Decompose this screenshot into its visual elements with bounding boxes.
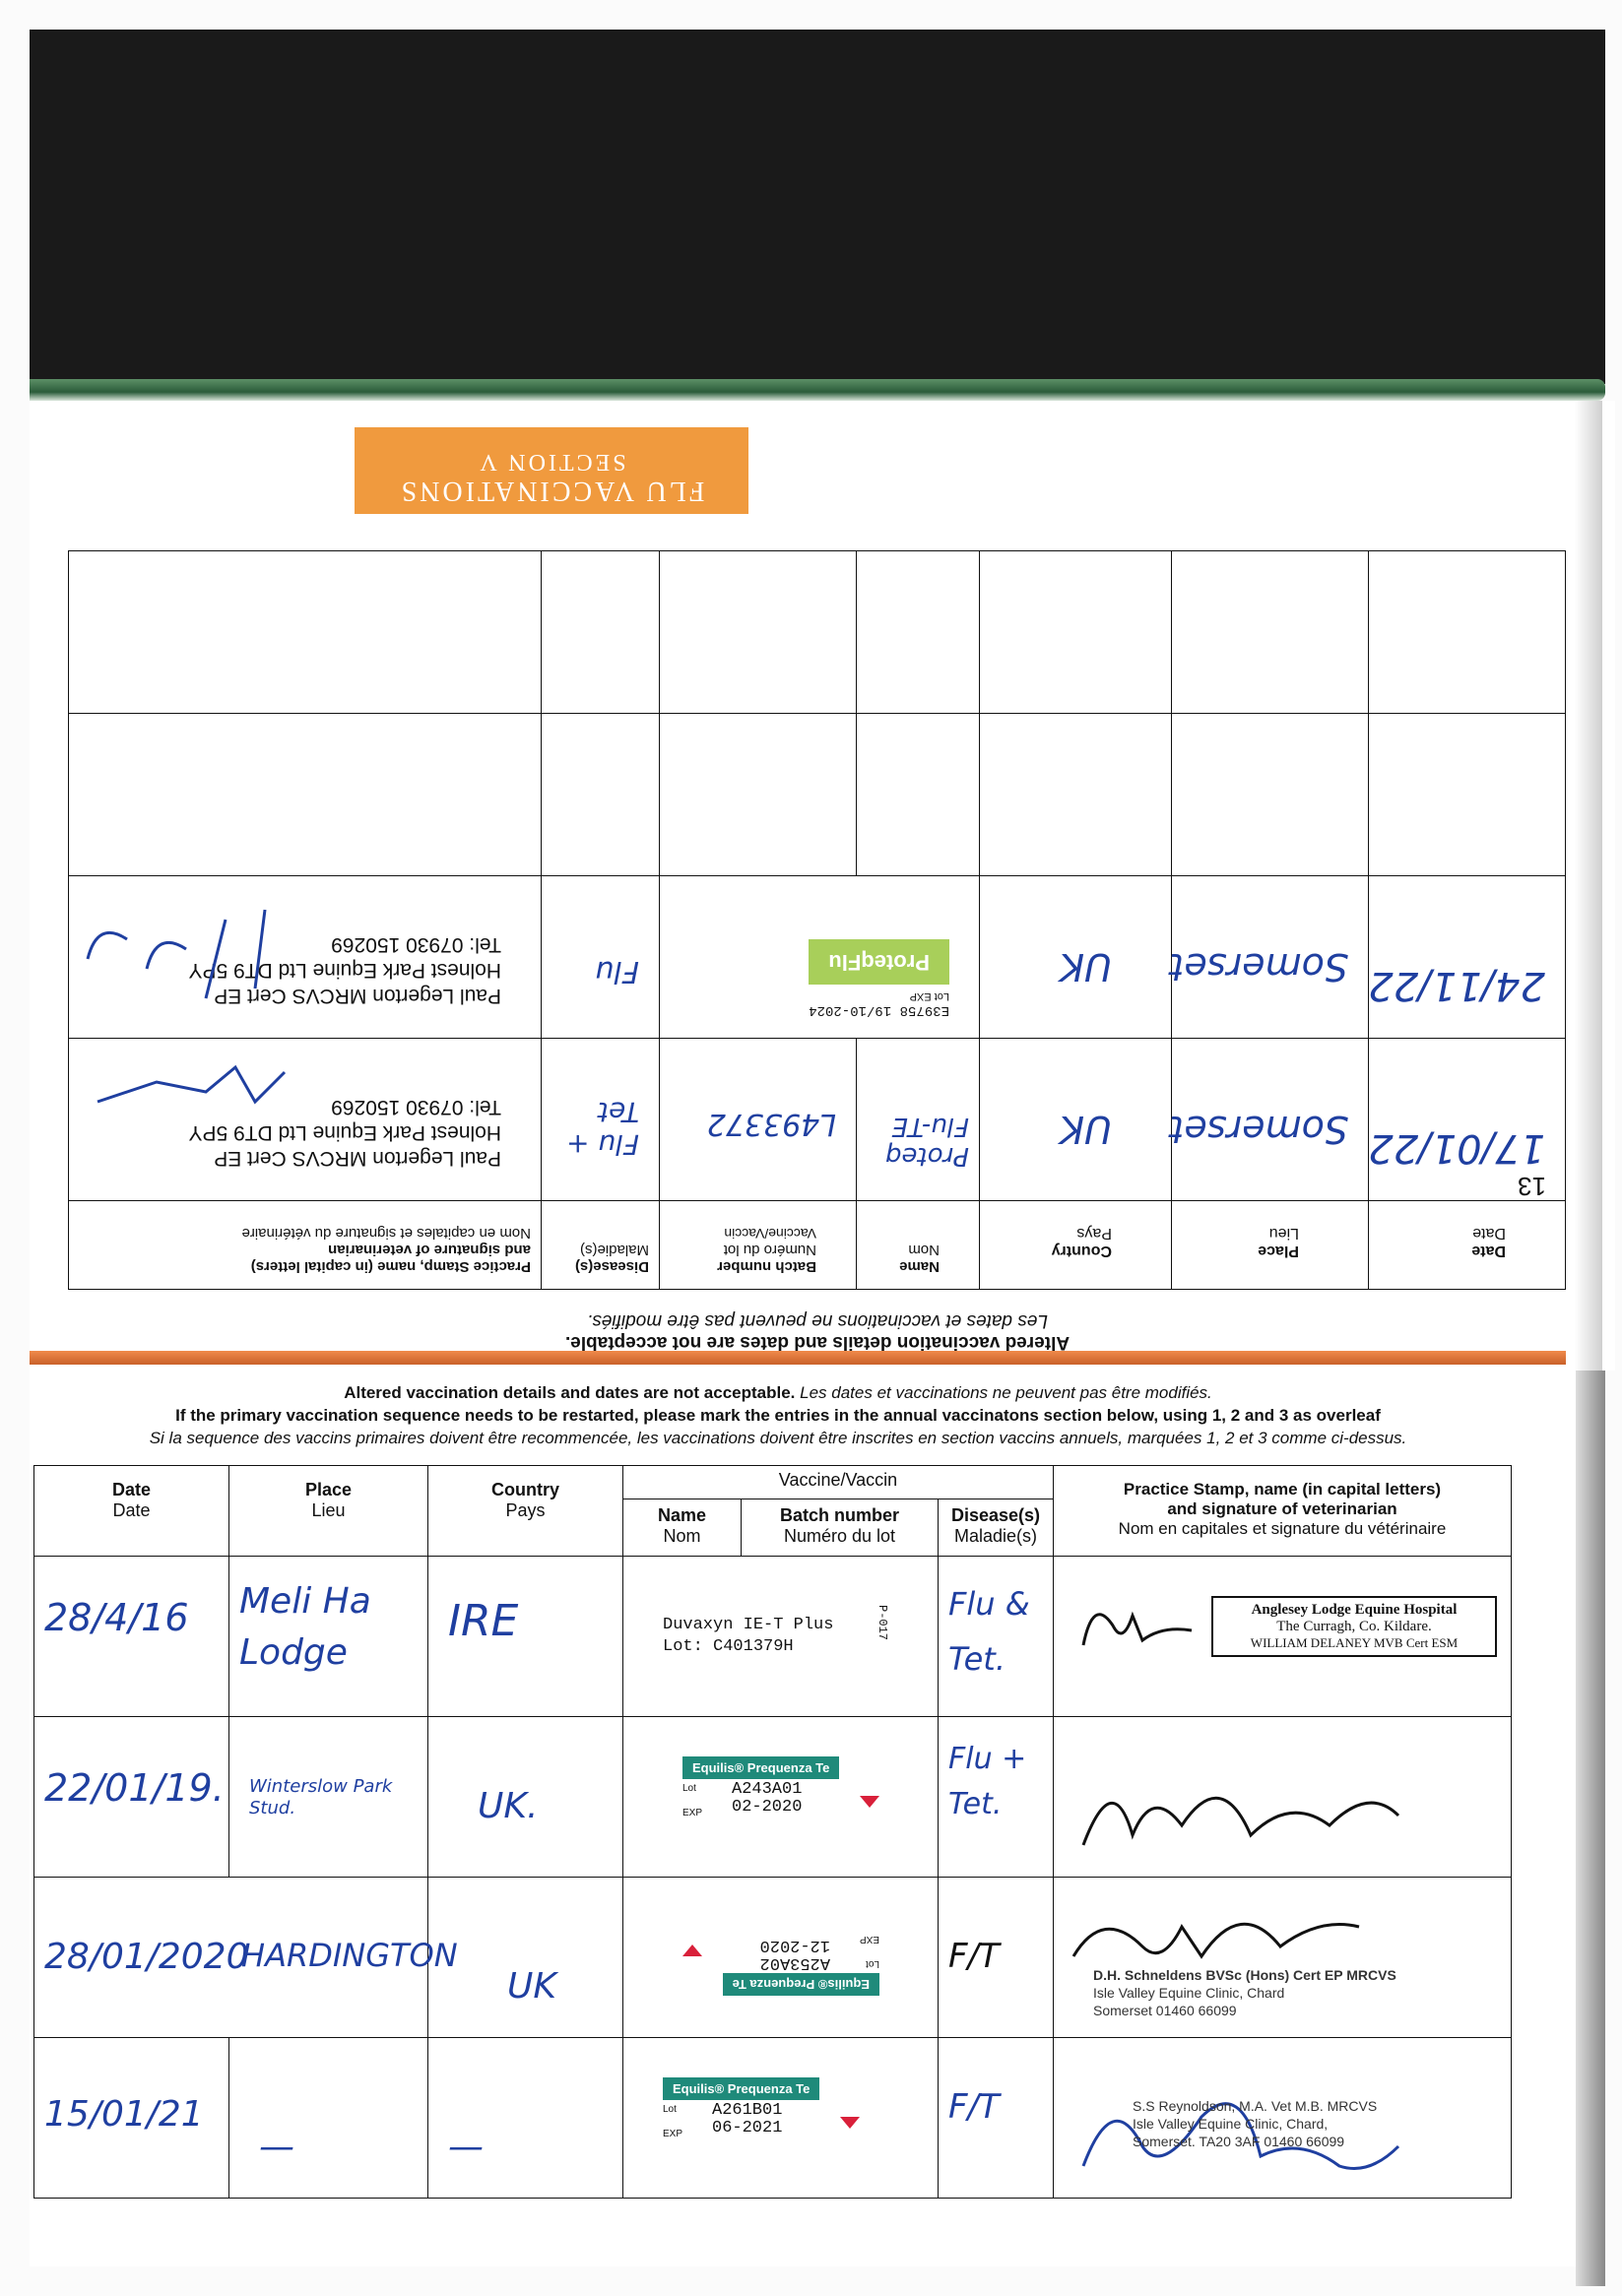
row-1-vaccine-name: Duvaxyn IE-T Plus: [663, 1616, 834, 1634]
flu-row-3-date: [1369, 714, 1566, 876]
header-place-fr: Lieu: [1268, 1225, 1299, 1242]
row-2-label-exp: EXP: [682, 1808, 703, 1818]
row-3-date-place-cell: [34, 1878, 458, 2038]
flu-row-2-country: UK: [980, 876, 1172, 1039]
col-header-name: [623, 1499, 742, 1557]
flu-row-3-batch: [660, 714, 857, 876]
row-3-place: HARDINGTON: [241, 1937, 458, 1974]
altered-warning-fr: Les dates et vaccinations ne peuvent pas être modifiés.: [587, 1310, 1048, 1331]
row-2-date-cell: [34, 1717, 229, 1878]
col-header-vaccine: [623, 1466, 1054, 1499]
col-header-country: [428, 1466, 623, 1557]
row-4-label-batch: A261B01: [712, 2101, 783, 2120]
col-header-date-en: Date: [111, 1480, 151, 1499]
row-4-country: —: [448, 2127, 484, 2167]
header-stamp-fr: Nom en capitales et signature du vétérinaire: [241, 1225, 531, 1242]
row-2-label-brand: Equilis® Prequenza Te: [682, 1756, 839, 1779]
row-3-date: 28/01/2020: [44, 1937, 249, 1977]
col-header-batch: [742, 1499, 939, 1557]
vaccination-row-3: [34, 1878, 1512, 2038]
scanner-background: [30, 30, 1605, 384]
row-3-stamp-line-3: Somerset 01460 66099: [1093, 2003, 1237, 2018]
row-4-disease-cell: [939, 2038, 1054, 2199]
header-name-en: Name: [899, 1258, 940, 1275]
header-batch-fr: Numéro du lot: [723, 1242, 816, 1258]
flu-row-3-place: [1172, 714, 1369, 876]
flu-row-1-signature-icon: [78, 1052, 294, 1112]
col-header-place-fr: Lieu: [311, 1500, 346, 1520]
col-header-disease-en: Disease(s): [950, 1505, 1041, 1526]
col-header-name-fr: Nom: [663, 1526, 701, 1547]
row-2-place-cell: [229, 1717, 428, 1878]
row-1-disease-cell: [939, 1557, 1054, 1717]
row-4-stamp-cell: [1054, 2038, 1512, 2199]
col-header-place: [229, 1466, 428, 1557]
flu-row-4-place: [1172, 551, 1369, 714]
row-3-signature-icon: [1064, 1887, 1379, 1976]
col-header-country-fr: Pays: [505, 1500, 546, 1520]
row-2-country-cell: [428, 1717, 623, 1878]
row-3-stamp-line-1: D.H. Schneldens BVSc (Hons) Cert EP MRCVS: [1093, 1967, 1396, 1983]
flu-row-2-proteqflu-label: ProteqFlu: [809, 939, 949, 985]
row-4-label-expiry: 06-2021: [712, 2119, 783, 2137]
row-4-stamp-line-3: Somerset. TA20 3AF 01460 66099: [1133, 2134, 1345, 2149]
flu-row-1-stamp: [69, 1039, 542, 1201]
header-country-en: Country: [1051, 1243, 1112, 1259]
col-header-name-en: Name: [657, 1505, 707, 1526]
row-1-practice-stamp: [1211, 1596, 1497, 1657]
col-header-disease: [939, 1499, 1054, 1557]
col-header-place-en: Place: [304, 1480, 353, 1499]
flu-row-4-country: [980, 551, 1172, 714]
row-1-stamp-line-2: The Curragh, Co. Kildare.: [1276, 1619, 1432, 1634]
header-date-fr: Date: [1472, 1225, 1506, 1242]
row-2-place: Winterslow Park Stud.: [249, 1776, 393, 1818]
header-stamp-en2: and signature of veterinarian: [328, 1242, 531, 1258]
flu-row-4-batch: [660, 551, 857, 714]
row-1-stamp-line-1: Anglesey Lodge Equine Hospital: [1251, 1602, 1458, 1618]
flu-row-2-stamp: [69, 876, 542, 1039]
bottom-note-bold: Altered vaccination details and dates are not acceptable.: [344, 1383, 796, 1402]
row-2-label-expiry: 02-2020: [732, 1798, 803, 1817]
row-4-date-cell: [34, 2038, 229, 2199]
row-3-country: UK: [507, 1966, 556, 2007]
header-batch-en: Batch number: [717, 1258, 816, 1275]
row-3-stamp-line-2: Isle Valley Equine Clinic, Chard: [1093, 1985, 1285, 2001]
flu-row-2-stamp-line-2: Holnest Park Equine Ltd DT9 5PY: [188, 959, 501, 982]
row-3-disease: F/T: [948, 1937, 1000, 1976]
flu-vaccinations-banner: [355, 427, 748, 514]
row-4-country-cell: [428, 2038, 623, 2199]
col-header-stamp-fr: Nom en capitales et signature du vétérinaire: [1118, 1519, 1447, 1538]
row-2-label-batch: A243A01: [732, 1780, 803, 1799]
row-2-vaccine-cell: [623, 1717, 939, 1878]
row-2-disease: Flu + Tet.: [948, 1742, 1027, 1821]
header-batch: [660, 1201, 857, 1290]
row-1-stamp-line-3: WILLIAM DELANEY MVB Cert ESM: [1250, 1635, 1459, 1650]
row-4-vaccine-label: [663, 2077, 819, 2139]
header-stamp-en: Practice Stamp, name (in capital letters): [250, 1258, 531, 1275]
row-1-place-cell: [229, 1557, 428, 1717]
row-4-practice-stamp: [1133, 2097, 1507, 2150]
passport-cover-edge: [30, 379, 1605, 401]
row-4-label-brand: Equilis® Prequenza Te: [663, 2077, 819, 2100]
row-3-label-lot: Lot: [866, 1958, 879, 1969]
header-disease-en: Disease(s): [574, 1258, 649, 1275]
row-1-vaccine-code: P-017: [876, 1604, 890, 1641]
flu-row-3-vaccine-name: [857, 714, 980, 876]
flu-row-2-label-exp: EXP: [909, 990, 932, 1002]
header-name-fr: Nom: [908, 1242, 940, 1258]
row-3-vaccine-label: [682, 1917, 879, 1996]
row-2-label-triangle-icon: [860, 1796, 879, 1808]
row-2-disease-cell: [939, 1717, 1054, 1878]
flu-row-2-vaccine-label: [660, 876, 980, 1039]
col-header-vaccine-label: Vaccine/Vaccin: [778, 1470, 898, 1490]
bottom-note-italic: Les dates et vaccinations ne peuvent pas être modifiés.: [800, 1383, 1212, 1402]
page-number: 13: [1518, 1172, 1546, 1201]
header-date-en: Date: [1471, 1243, 1506, 1259]
flu-row-1-batch: L493372: [660, 1039, 857, 1201]
row-1-date-cell: [34, 1557, 229, 1717]
flu-row-2-label-lot: Lot: [934, 990, 949, 1002]
row-3-vaccine-cell: [623, 1878, 939, 2038]
col-header-batch-en: Batch number: [779, 1505, 900, 1526]
flu-vaccination-table: [68, 550, 1566, 1290]
header-disease-fr: Maladie(s): [579, 1242, 649, 1258]
flu-row-4: [69, 551, 1566, 714]
bottom-note-line-2: If the primary vaccination sequence needs to be restarted, please mark the entries in the annual vaccinatons section below, using 1, 2 and 3 as overleaf: [175, 1406, 1381, 1425]
row-4-place-cell: [229, 2038, 428, 2199]
bottom-note-line-1: [39, 1383, 1517, 1403]
flu-row-1-vaccine-name: Proteq Flu-TE: [857, 1039, 980, 1201]
row-3-label-triangle-icon: [682, 1945, 702, 1956]
flu-row-3-stamp: [69, 714, 542, 876]
row-4-disease: F/T: [948, 2087, 1000, 2127]
col-header-country-en: Country: [491, 1480, 559, 1499]
row-2-label-lot: Lot: [682, 1783, 696, 1794]
row-2-country: UK.: [478, 1786, 539, 1826]
banner-section: SECTION V: [477, 449, 626, 475]
row-4-place: —: [259, 2127, 294, 2167]
header-country-fr: Pays: [1076, 1225, 1112, 1242]
flu-row-1-disease: Flu + Tet: [542, 1039, 660, 1201]
header-place: [1172, 1201, 1369, 1290]
flu-row-3-disease: [542, 714, 660, 876]
banner-title: FLU VACCINATIONS: [398, 476, 705, 506]
row-2-vaccine-label: [682, 1756, 839, 1818]
row-4-label-lot: Lot: [663, 2104, 677, 2115]
vaccination-row-4: [34, 2038, 1512, 2199]
row-3-disease-cell: [939, 1878, 1054, 2038]
page-edge-shadow: [1576, 1371, 1605, 2286]
row-3-country-cell: [428, 1878, 623, 2038]
col-header-stamp-en: Practice Stamp, name (in capital letters): [1123, 1480, 1442, 1499]
row-1-place: Meli Ha Lodge: [239, 1581, 371, 1673]
flu-row-1-stamp-line-3: Tel: 07930 150269: [331, 1096, 501, 1118]
header-vaccine: Vaccine/Vaccin: [724, 1226, 816, 1242]
header-country: [980, 1201, 1172, 1290]
row-4-label-exp: EXP: [663, 2129, 683, 2139]
flu-row-1-stamp-line-2: Holnest Park Equine Ltd DT9 5PY: [188, 1121, 501, 1144]
header-place-en: Place: [1258, 1243, 1299, 1259]
flu-vaccinations-section: [30, 423, 1566, 1353]
flu-row-1-place: Somerset: [1172, 1039, 1369, 1201]
flu-row-3: [69, 714, 1566, 876]
annual-vaccination-table: [33, 1465, 1512, 2199]
row-4-label-triangle-icon: [840, 2117, 860, 2129]
flu-row-2-label-code: E39758 19/10-2024: [809, 1002, 949, 1018]
flu-row-4-stamp: [69, 551, 542, 714]
row-3-label-expiry: 12-2020: [759, 1936, 830, 1954]
row-4-date: 15/01/21: [44, 2094, 204, 2135]
header-practice-stamp: [69, 1201, 542, 1290]
row-1-country-cell: [428, 1557, 623, 1717]
vaccination-row-1: [34, 1557, 1512, 1717]
flu-row-2: [69, 876, 1566, 1039]
col-header-batch-fr: Numéro du lot: [783, 1526, 896, 1547]
header-date: [1369, 1201, 1566, 1290]
flu-row-2-disease: Flu: [542, 876, 660, 1039]
page-divider-strip: [30, 1351, 1566, 1365]
flu-row-2-signature-icon: [68, 890, 285, 1008]
header-disease: [542, 1201, 660, 1290]
flu-row-4-date: [1369, 551, 1566, 714]
col-header-date-fr: Date: [112, 1500, 151, 1520]
flu-row-4-disease: [542, 551, 660, 714]
flu-row-1: [69, 1039, 1566, 1201]
row-3-label-exp: EXP: [859, 1934, 879, 1945]
row-2-date: 22/01/19.: [44, 1766, 225, 1810]
flu-row-2-stamp-line-3: Tel: 07930 150269: [331, 933, 501, 956]
flu-row-3-country: [980, 714, 1172, 876]
flu-row-1-stamp-line-1: Paul Legerton MRCVS Cert EP: [214, 1147, 501, 1170]
flu-row-2-date: 24/11/22: [1369, 876, 1566, 1039]
row-1-disease: Flu & Tet.: [948, 1585, 1030, 1678]
row-2-stamp-cell: [1054, 1717, 1512, 1878]
col-header-practice-stamp: [1054, 1466, 1512, 1557]
row-1-vaccine-cell: [623, 1557, 939, 1717]
vaccination-row-2: [34, 1717, 1512, 1878]
row-1-country: IRE: [448, 1596, 519, 1646]
header-name: [857, 1201, 980, 1290]
altered-warning-en: Altered vaccination details and dates are not acceptable.: [564, 1332, 1071, 1353]
flu-row-2-stamp-line-1: Paul Legerton MRCVS Cert EP: [214, 985, 501, 1007]
row-2-signature-icon: [1073, 1747, 1487, 1865]
row-4-vaccine-cell: [623, 2038, 939, 2199]
bottom-note-line-3: Si la sequence des vaccins primaires doivent être recommencée, les vaccinations doivent être inscrites en section vaccins annuels, marquées 1, 2 et 3 comme ci-dessus.: [149, 1429, 1407, 1447]
col-header-disease-fr: Maladie(s): [953, 1526, 1038, 1547]
row-3-label-batch: A253A02: [759, 1953, 830, 1972]
col-header-stamp-en2: and signature of veterinarian: [1167, 1499, 1397, 1518]
col-header-date: [34, 1466, 229, 1557]
row-3-label-brand: Equilis® Prequenza Te: [723, 1973, 879, 1996]
row-3-stamp-cell: [1054, 1878, 1512, 2038]
row-1-date: 28/4/16: [44, 1596, 189, 1639]
row-4-stamp-line-1: S.S Reynoldson, M.A. Vet M.B. MRCVS: [1133, 2098, 1378, 2114]
flu-row-2-place: Somerset: [1172, 876, 1369, 1039]
row-1-vaccine-lot: Lot: C401379H: [663, 1637, 794, 1656]
flu-row-1-date: 17/01/22: [1369, 1039, 1566, 1201]
row-1-signature-icon: [1073, 1586, 1201, 1665]
row-1-stamp-cell: [1054, 1557, 1512, 1717]
altered-warning: [138, 1309, 1497, 1353]
row-4-stamp-line-2: Isle Valley Equine Clinic, Chard,: [1133, 2116, 1329, 2132]
flu-row-1-country: UK: [980, 1039, 1172, 1201]
row-3-practice-stamp: [1093, 1966, 1507, 2019]
page-shadow: [1575, 401, 1602, 1371]
flu-row-4-vaccine-name: [857, 551, 980, 714]
